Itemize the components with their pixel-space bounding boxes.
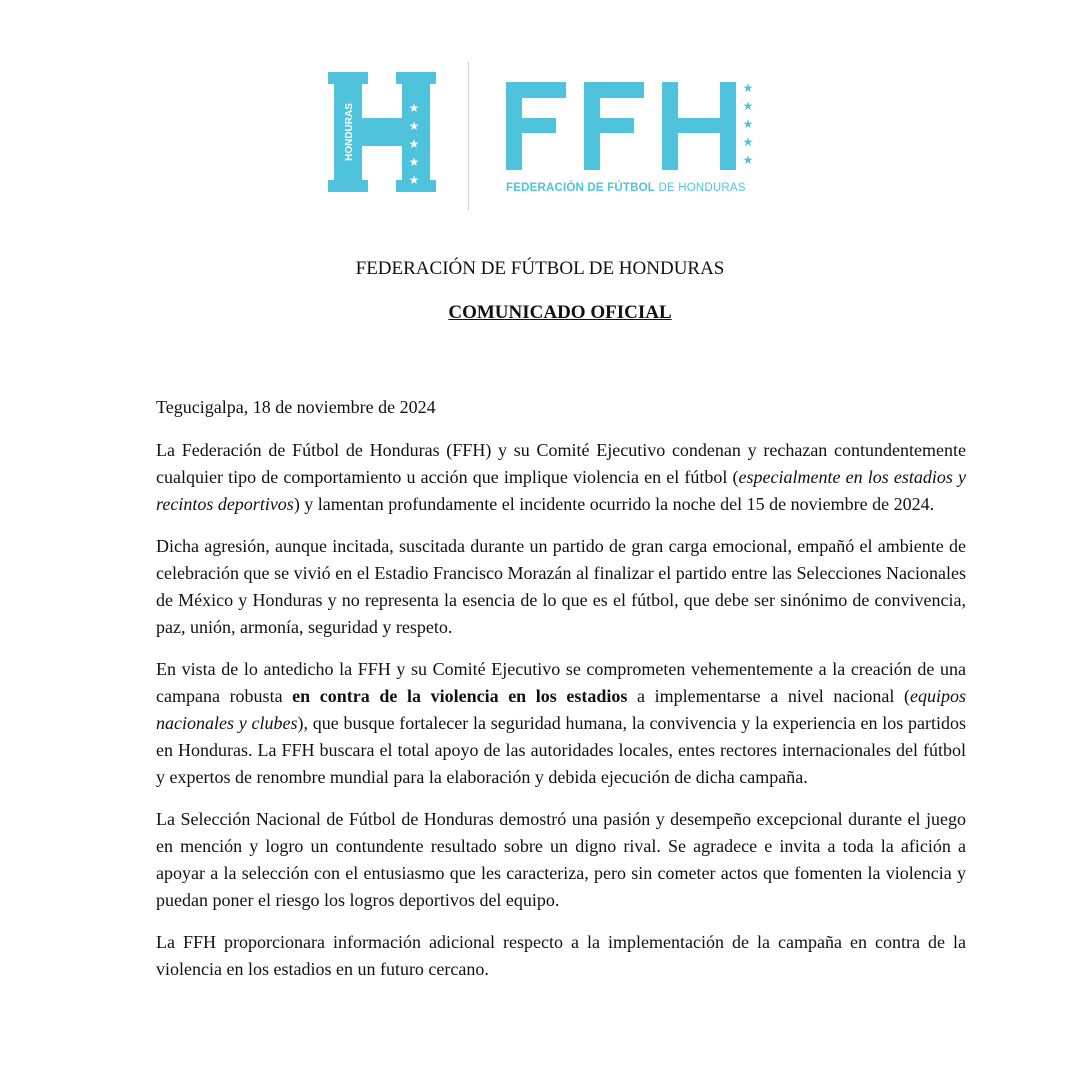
svg-text:★: ★ (408, 101, 420, 115)
date-line: Tegucigalpa, 18 de noviembre de 2024 (156, 397, 436, 417)
federation-tagline-bold: FEDERACIÓN DE FÚTBOL (506, 182, 656, 194)
svg-text:★: ★ (408, 119, 420, 133)
page-subtitle: COMUNICADO OFICIAL (448, 302, 672, 323)
ffh-wordmark-text: FFH (498, 72, 500, 73)
ffh-star-icons (743, 81, 754, 167)
svg-text:★: ★ (408, 155, 420, 169)
svg-text:★: ★ (742, 81, 754, 95)
p3-text-a: En vista de lo antedicho la FFH y su Comité Ejecutivo se comprometen vehementemente a la creación de una campana robusta (156, 659, 966, 706)
svg-text:★: ★ (742, 135, 754, 149)
ffh-letters-logo (498, 72, 758, 182)
h-star-icons (409, 101, 420, 187)
p1-text-a: La Federación de Fútbol de Honduras (FFH) y su Comité Ejecutivo condenan y rechazan contundentemente cualquier tipo de comportamiento u acción que implique violencia en el fútbol ( (156, 440, 966, 487)
p1-italic: especialmente en los estadios y recintos deportivos (156, 467, 966, 514)
paragraph-3 (156, 656, 966, 791)
svg-text:★: ★ (742, 99, 754, 113)
honduras-vertical-text: HONDURAS (344, 103, 355, 161)
communique-body (156, 394, 966, 998)
svg-text:★: ★ (408, 137, 420, 151)
p3-text-b: a implementarse a nivel nacional ( (627, 686, 910, 706)
federation-tagline-rest: DE HONDURAS (658, 182, 746, 194)
paragraph-1 (156, 437, 966, 518)
paragraph-2: Dicha agresión, aunque incitada, suscitada durante un partido de gran carga emocional, empañó el ambiente de celebración que se vivió en el Estadio Francisco Morazán al finalizar el partido entre las Selecciones Nacionales de México y Honduras y no representa la esencia de lo que es el fútbol, que debe ser sinónimo de convivencia, paz, unión, armonía, seguridad y respeto. (156, 536, 966, 637)
p3-text-c: ), que busque fortalecer la seguridad humana, la convivencia y la experiencia en los partidos en Honduras. La FFH buscara el total apoyo de las autoridades locales, entes rectores internacionales del fútbol y expertos de renombre mundial para la elaboración y debida ejecución de dicha campaña. (156, 713, 966, 787)
p3-italic: equipos nacionales y clubes (156, 686, 966, 733)
paragraph-4: La Selección Nacional de Fútbol de Honduras demostró una pasión y desempeño excepcional durante el juego en mención y logro un contundente resultado sobre un digno rival. Se agradece e invita a toda la afición a apoyar a la selección con el entusiasmo que les caracteriza, pero sin cometer actos que fomenten la violencia y puedan poner el riesgo los logros deportivos del equipo. (156, 809, 966, 910)
svg-text:★: ★ (742, 153, 754, 167)
honduras-h-logo (328, 72, 436, 192)
page-title: FEDERACIÓN DE FÚTBOL DE HONDURAS (355, 258, 725, 279)
ffh-logo (328, 62, 768, 212)
paragraph-5: La FFH proporcionara información adicional respecto a la implementación de la campaña en contra de la violencia en los estadios en un futuro cercano. (156, 932, 966, 979)
p3-bold: en contra de la violencia en los estadios (292, 686, 628, 706)
p1-text-b: ) y lamentan profundamente el incidente ocurrido la noche del 15 de noviembre de 2024. (293, 494, 935, 514)
svg-text:★: ★ (408, 173, 420, 187)
federation-tagline (506, 182, 746, 194)
logo-divider (468, 62, 469, 210)
svg-text:★: ★ (742, 117, 754, 131)
